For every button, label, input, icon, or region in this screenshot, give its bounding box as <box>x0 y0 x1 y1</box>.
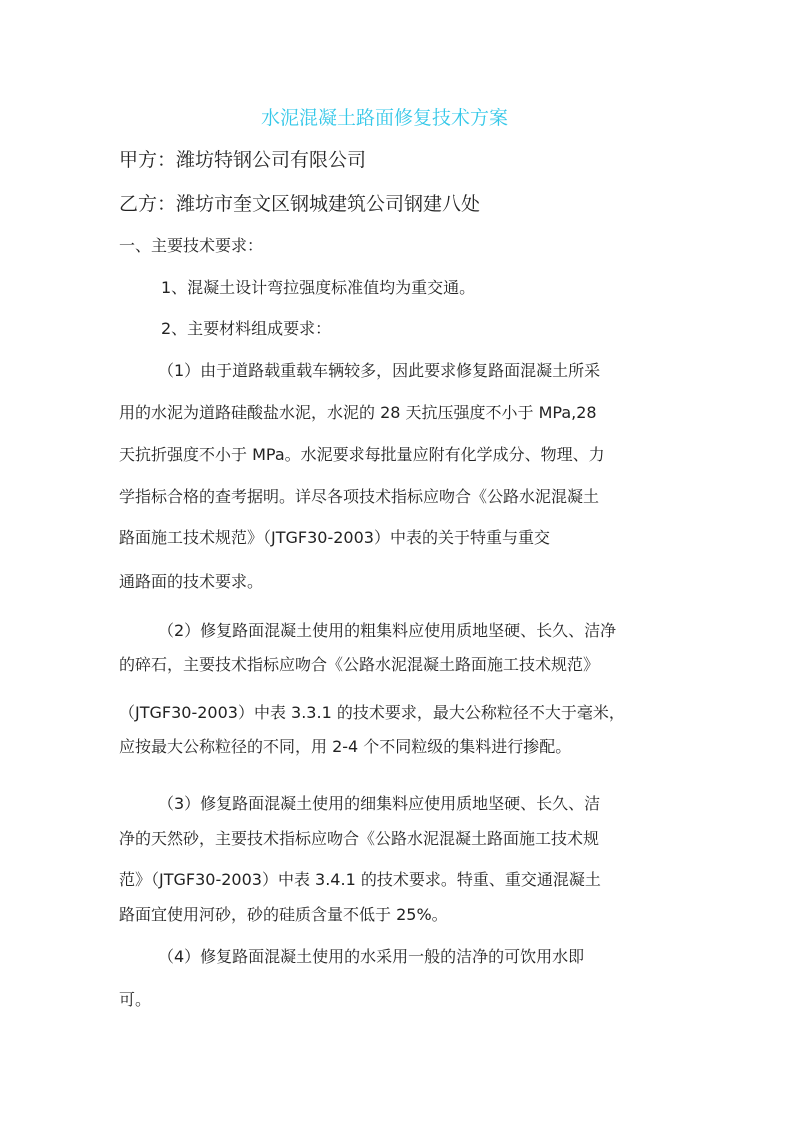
paragraph-3-line: 路面宜使用河砂，砂的硅质含量不低于 25%。 <box>119 905 448 924</box>
paragraph-1-line: 通路面的技术要求。 <box>119 572 264 591</box>
paragraph-2-line: 的碎石，主要技术指标应吻合《公路水泥混凝土路面施工技术规范》 <box>119 655 600 674</box>
paragraph-4-line: 可。 <box>119 990 152 1009</box>
requirement-item-2: 2、主要材料组成要求： <box>161 319 332 338</box>
paragraph-1-line: 路面施工技术规范》（JTGF30-2003）中表的关于特重与重交 <box>119 528 550 547</box>
paragraph-2-line: 应按最大公称粒径的不同，用 2-4 个不同粒级的集料进行掺配。 <box>119 737 572 756</box>
document-title: 水泥混凝土路面修复技术方案 <box>261 107 509 129</box>
party-a: 甲方：潍坊特钢公司有限公司 <box>119 149 367 171</box>
paragraph-2-line: （2）修复路面混凝土使用的粗集料应使用质地坚硬、长久、洁净 <box>158 621 617 640</box>
paragraph-3-line: （3）修复路面混凝土使用的细集料应使用质地坚硬、长久、洁 <box>158 794 601 813</box>
paragraph-1-line: 天抗折强度不小于 MPa。水泥要求每批量应附有化学成分、物理、力 <box>119 445 605 464</box>
paragraph-3-line: 范》（JTGF30-2003）中表 3.4.1 的技术要求。特重、重交通混凝土 <box>119 870 601 889</box>
paragraph-1-line: （1）由于道路载重载车辆较多，因此要求修复路面混凝土所采 <box>158 361 601 380</box>
paragraph-1-line: 学指标合格的查考据明。详尽各项技术指标应吻合《公路水泥混凝土 <box>119 487 600 506</box>
paragraph-1-line: 用的水泥为道路硅酸盐水泥，水泥的 28 天抗压强度不小于 MPa,28 <box>119 403 597 422</box>
paragraph-2-line: （JTGF30-2003）中表 3.3.1 的技术要求，最大公称粒径不大于毫米， <box>119 703 625 722</box>
paragraph-4-line: （4）修复路面混凝土使用的水采用一般的洁净的可饮用水即 <box>158 947 585 966</box>
paragraph-3-line: 净的天然砂，主要技术指标应吻合《公路水泥混凝土路面施工技术规 <box>119 829 600 848</box>
requirement-item-1: 1、混凝土设计弯拉强度标准值均为重交通。 <box>161 278 476 297</box>
section-heading: 一、主要技术要求： <box>119 236 264 255</box>
party-b: 乙方：潍坊市奎文区钢城建筑公司钢建八处 <box>119 193 481 215</box>
